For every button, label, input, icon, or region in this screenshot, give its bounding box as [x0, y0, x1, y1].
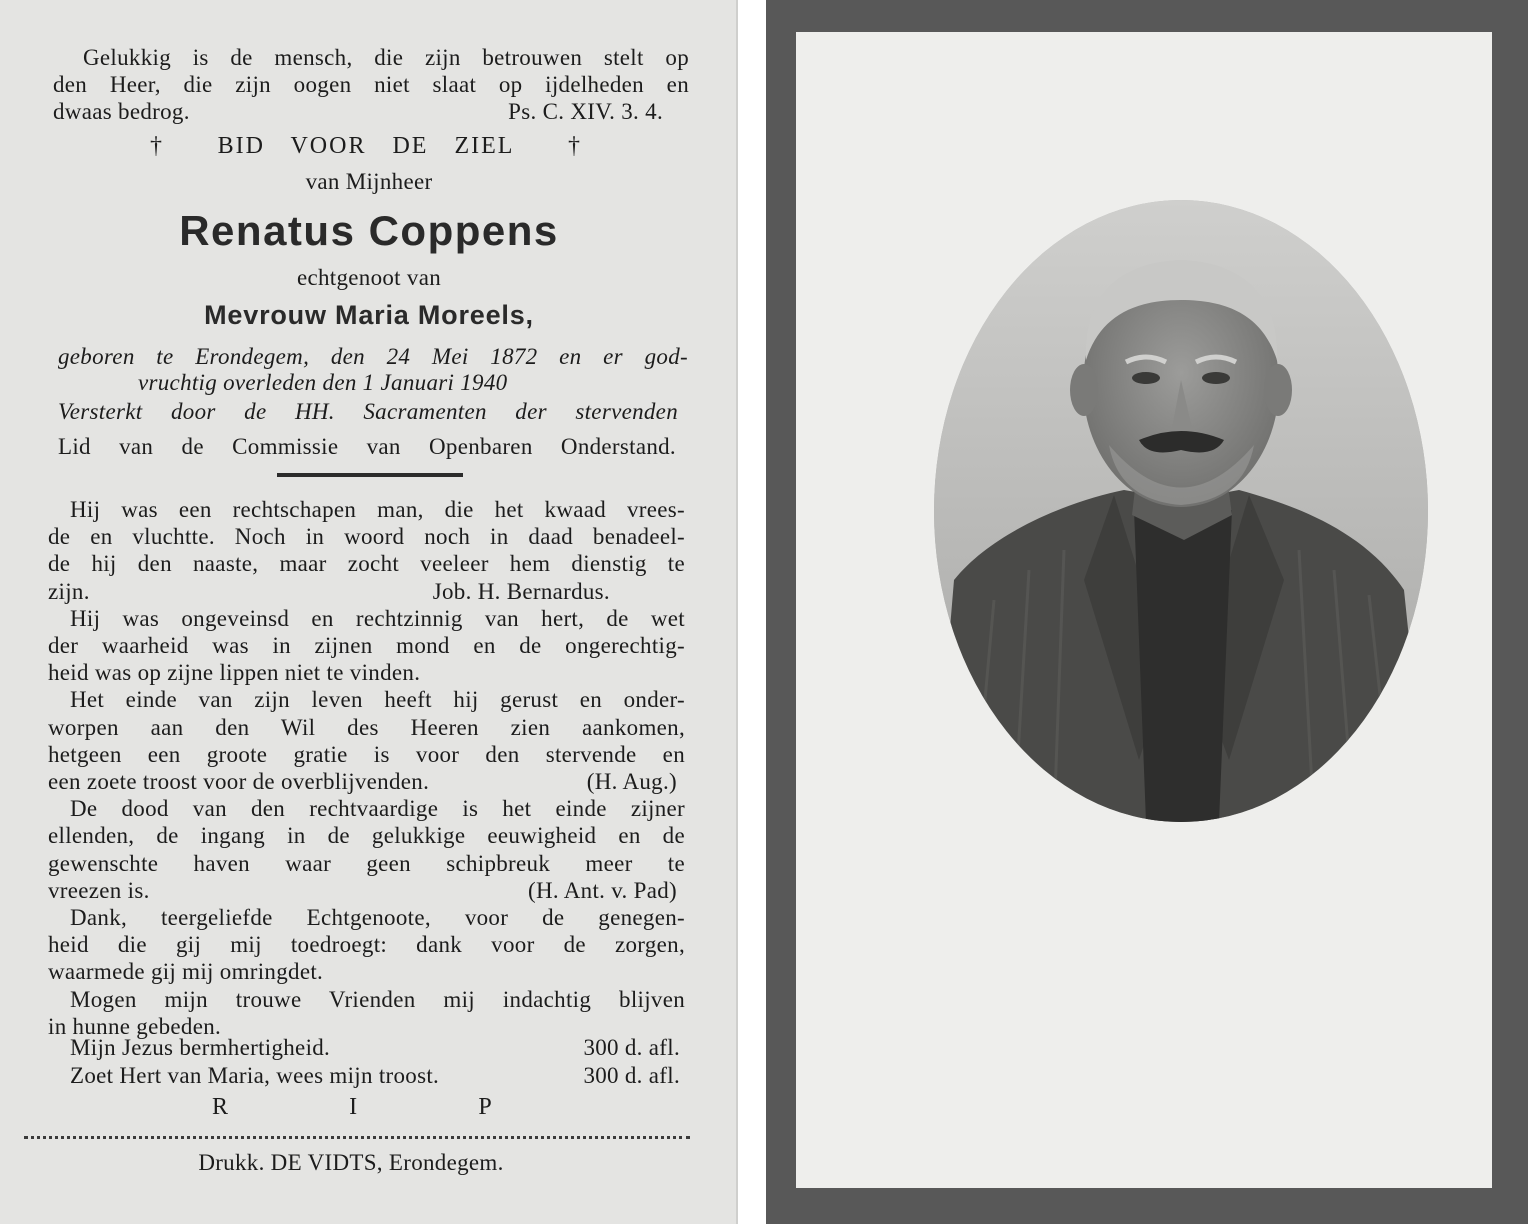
body-line — [48, 769, 677, 795]
body-line: ellenden, de ingang in de gelukkige eeuwigheid en de — [48, 823, 685, 849]
cross-right-icon: † — [568, 133, 582, 159]
birth-line: geboren te Erondegem, den 24 Mei 1872 en er god- — [58, 344, 688, 369]
body-line: hetgeen een groote gratie is voor den stervende en — [48, 741, 685, 767]
sacraments-line: Versterkt door de HH. Sacramenten der stervenden — [58, 399, 678, 424]
portrait-photo — [934, 200, 1428, 822]
cross-left-icon: † — [150, 133, 164, 159]
indulgence-prayer: Zoet Hert van Maria, wees mijn troost. — [70, 1063, 440, 1088]
rip-i: I — [349, 1094, 358, 1120]
body-line: heid die gij mij toedroegt: dank voor de zorgen, — [48, 932, 685, 958]
death-line: vruchtig overleden den 1 Januari 1940 — [138, 370, 508, 395]
epigraph-line-3 — [53, 99, 663, 125]
prayer-heading — [150, 133, 582, 159]
body-line-text: zijn. — [48, 578, 90, 604]
epigraph-reference: Ps. C. XIV. 3. 4. — [508, 99, 663, 124]
body-line: Hij was ongeveinsd en rechtzinnig van hert, de wet — [70, 605, 685, 631]
body-line: worpen aan den Wil des Heeren zien aankomen, — [48, 714, 685, 740]
body-line — [48, 878, 677, 904]
indulgence-days: 300 d. afl. — [583, 1063, 680, 1088]
epigraph-line-1: Gelukkig is de mensch, die zijn betrouwen stelt op — [83, 45, 689, 70]
body-line — [48, 579, 610, 605]
body-line: Dank, teergeliefde Echtgenoote, voor de genegen- — [70, 905, 685, 930]
indulgence-prayer: Mijn Jezus bermhertigheid. — [70, 1035, 331, 1060]
body-line-text: vreezen is. — [48, 877, 150, 903]
divider-dotted — [24, 1136, 690, 1139]
indulgence-days: 300 d. afl. — [583, 1035, 680, 1060]
title-prefix: van Mijnheer — [305, 169, 433, 194]
spouse-intro: echtgenoot van — [296, 265, 442, 290]
body-line: Mogen mijn trouwe Vrienden mij indachtig blijven — [70, 986, 685, 1012]
spouse-name: Mevrouw Maria Moreels, — [204, 300, 534, 330]
deceased-name: Renatus Coppens — [179, 207, 559, 254]
body-line: der waarheid was in zijnen mond en de ongerechtig- — [48, 633, 685, 658]
prayer-card-photo-side — [766, 0, 1528, 1224]
citation: (H. Aug.) — [586, 769, 677, 794]
body-line: de en vluchtte. Noch in woord noch in daad benadeel- — [48, 524, 685, 550]
printer-imprint: Drukk. DE VIDTS, Erondegem. — [198, 1150, 504, 1175]
man-portrait-icon — [934, 200, 1428, 822]
rip-r: R — [212, 1094, 229, 1120]
body-line: De dood van den rechtvaardige is het einde zijner — [70, 796, 685, 822]
photo-card-face — [796, 32, 1492, 1188]
body-line: de hij den naaste, maar zocht veeleer hem dienstig te — [48, 551, 685, 577]
body-line: Het einde van zijn leven heeft hij gerust en onder- — [70, 687, 685, 713]
divider-solid — [277, 473, 463, 477]
body-line-text: een zoete troost voor de overblijvenden. — [48, 769, 430, 794]
prayer-card-text-side — [0, 0, 738, 1224]
role-line: Lid van de Commissie van Openbaren Onderstand. — [58, 434, 676, 459]
body-line: Hij was een rechtschapen man, die het kwaad vrees- — [70, 497, 685, 522]
indulgence-row — [70, 1063, 680, 1089]
rip-line — [212, 1094, 492, 1120]
rip-p: P — [478, 1094, 492, 1120]
body-line: in hunne gebeden. — [48, 1013, 222, 1039]
epigraph-line-2: den Heer, die zijn oogen niet slaat op ijdelheden en — [53, 72, 689, 97]
body-line: waarmede gij mij omringdet. — [48, 959, 324, 985]
citation: Job. H. Bernardus. — [432, 578, 610, 604]
indulgence-row — [70, 1035, 680, 1061]
body-line: heid was op zijne lippen niet te vinden. — [48, 660, 421, 686]
prayer-heading-text: BID VOOR DE ZIEL — [217, 133, 515, 159]
citation: (H. Ant. v. Pad) — [528, 877, 677, 903]
epigraph-text-end: dwaas bedrog. — [53, 99, 190, 124]
body-line: gewenschte haven waar geen schipbreuk meer te — [48, 850, 685, 876]
